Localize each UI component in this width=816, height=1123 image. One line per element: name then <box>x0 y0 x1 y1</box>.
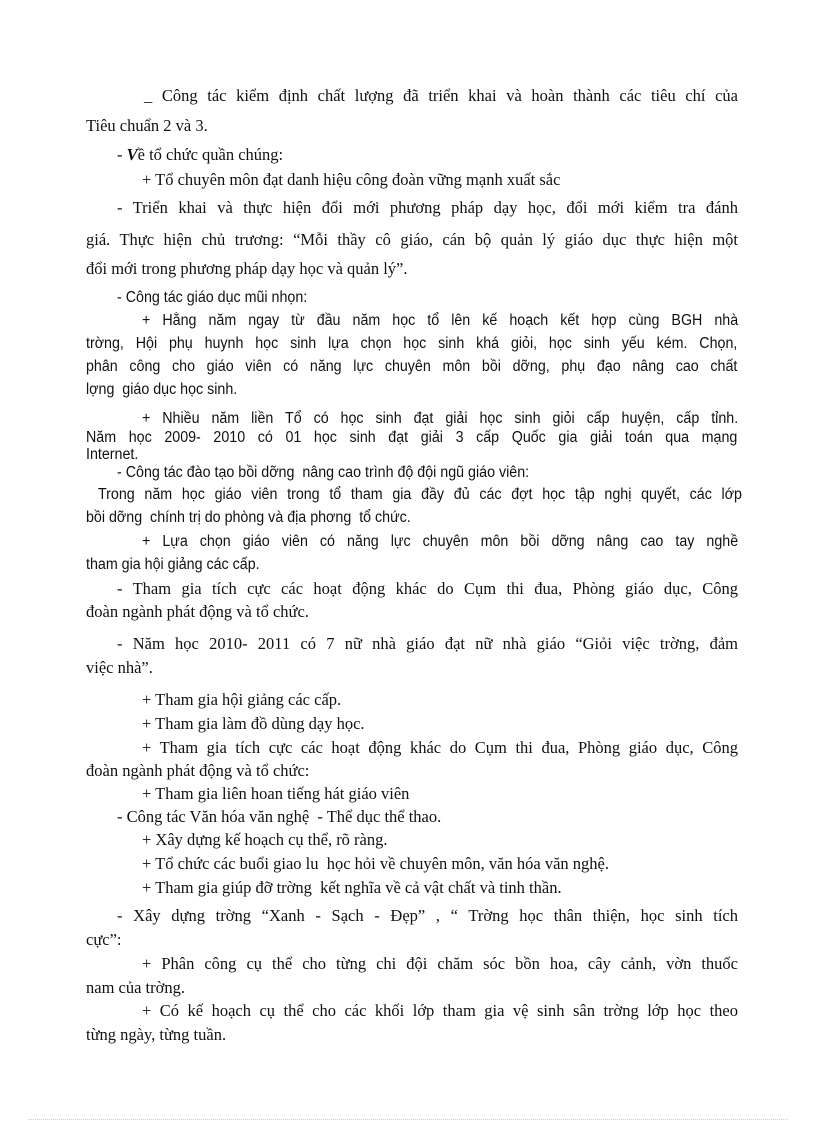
line-standard-2-3: Tiêu chuẩn 2 và 3. <box>86 116 208 135</box>
line-active-end: cực”: <box>86 930 122 949</box>
line-teaching-contest: tham gia hội giảng các cấp. <box>86 556 260 573</box>
heading-bold-v: V <box>126 145 138 164</box>
line-home-work: việc nhà”. <box>86 658 153 677</box>
line-internet: Internet. <box>86 446 139 463</box>
line-parent-association: trờng, Hội phụ huynh học sinh lựa chọn học sinh khá giỏi, học sinh yếu kém. Chọn, <box>86 335 738 352</box>
line-policy: giá. Thực hiện chủ trương: “Mỗi thầy cô giáo, cán bộ quản lý giáo dục thực hiện một <box>86 230 738 249</box>
line-education-quality: lợng giáo dục học sinh. <box>86 381 238 398</box>
line-innovation-end: đổi mới trong phương pháp dạy học và quản lý”. <box>86 259 408 278</box>
line-female-teachers: - Năm học 2010- 2011 có 7 nữ nhà giáo đạt nữ nhà giáo “Giỏi việc trờng, đảm <box>117 634 738 653</box>
line-select-teachers: + Lựa chọn giáo viên có năng lực chuyên môn bồi dỡng nâng cao tay nghề <box>142 533 739 550</box>
line-build-plan: + Xây dựng kế hoạch cụ thể, rõ ràng. <box>142 830 388 849</box>
line-assign-squads: + Phân công cụ thể cho từng chi đội chăm sóc bồn hoa, cây cảnh, vờn thuốc <box>142 954 738 973</box>
line-exchange-sessions: + Tổ chức các buổi giao lu học hỏi về chuyên môn, văn hóa văn nghệ. <box>142 854 609 873</box>
line-training-participation: Trong năm học giáo viên trong tổ tham gia đầy đủ các đợt học tập nghị quyết, các lớp <box>98 486 742 503</box>
line-quality-inspection: _ Công tác kiểm định chất lượng đã triển khai và hoàn thành các tiêu chí của <box>144 86 738 105</box>
line-union-organized: đoàn ngành phát động và tổ chức. <box>86 602 309 621</box>
line-school-garden: nam của trờng. <box>86 978 185 997</box>
line-assign-teachers: phân công cho giáo viên có năng lực chuyên môn bồi dỡng, phụ đạo nâng cao chất <box>86 358 738 375</box>
line-cleaning-plan: + Có kế hoạch cụ thể cho các khối lớp tham gia vệ sinh sân trờng lớp học theo <box>142 1001 738 1020</box>
heading-culture-sports: - Công tác Văn hóa văn nghệ - Thể dục thể thao. <box>117 807 442 826</box>
line-emulation-activities: - Tham gia tích cực các hoạt động khác do Cụm thi đua, Phòng giáo dục, Công <box>117 579 738 598</box>
line-political-training: bồi dỡng chính trị do phòng và địa phơng tổ chức. <box>86 509 411 526</box>
heading-mass-organization <box>117 143 283 166</box>
line-union-organized-2: đoàn ngành phát động và tổ chức: <box>86 761 310 780</box>
heading-teacher-training: - Công tác đào tạo bồi dỡng nâng cao trình độ đội ngũ giáo viên: <box>117 464 530 481</box>
line-daily-weekly: từng ngày, từng tuần. <box>86 1025 227 1044</box>
line-active-participation: + Tham gia tích cực các hoạt động khác do Cụm thi đua, Phòng giáo dục, Công <box>142 738 738 757</box>
line-green-school: - Xây dựng trờng “Xanh - Sạch - Đẹp” , “ Trờng học thân thiện, học sinh tích <box>117 906 738 925</box>
line-department-title: + Tổ chuyên môn đạt danh hiệu công đoàn vững mạnh xuất sắc <box>142 170 561 189</box>
line-sister-school: + Tham gia giúp đỡ trờng kết nghĩa về cả vật chất và tinh thần. <box>142 878 562 897</box>
line-school-year-2009: Năm học 2009- 2010 có 01 học sinh đạt giải 3 cấp Quốc gia giải toán qua mạng <box>86 429 738 446</box>
heading-rest: ề tổ chức quần chúng: <box>137 145 284 164</box>
line-many-years: + Nhiều năm liền Tổ có học sinh đạt giải học sinh giỏi cấp huyện, cấp tỉnh. <box>142 410 739 427</box>
heading-dash: - <box>117 145 127 164</box>
line-contest-levels: + Tham gia hội giảng các cấp. <box>142 690 342 709</box>
line-annual-plan: + Hằng năm ngay từ đầu năm học tổ lên kế hoạch kết hợp cùng BGH nhà <box>142 312 739 329</box>
heading-gifted-education: - Công tác giáo dục mũi nhọn: <box>117 289 308 306</box>
line-singing-festival: + Tham gia liên hoan tiếng hát giáo viên <box>142 784 410 803</box>
line-teaching-innovation: - Triển khai và thực hiện đổi mới phương pháp dạy học, đổi mới kiểm tra đánh <box>117 198 738 217</box>
line-teaching-aids: + Tham gia làm đồ dùng dạy học. <box>142 714 365 733</box>
page-bottom-rule <box>28 1119 788 1120</box>
